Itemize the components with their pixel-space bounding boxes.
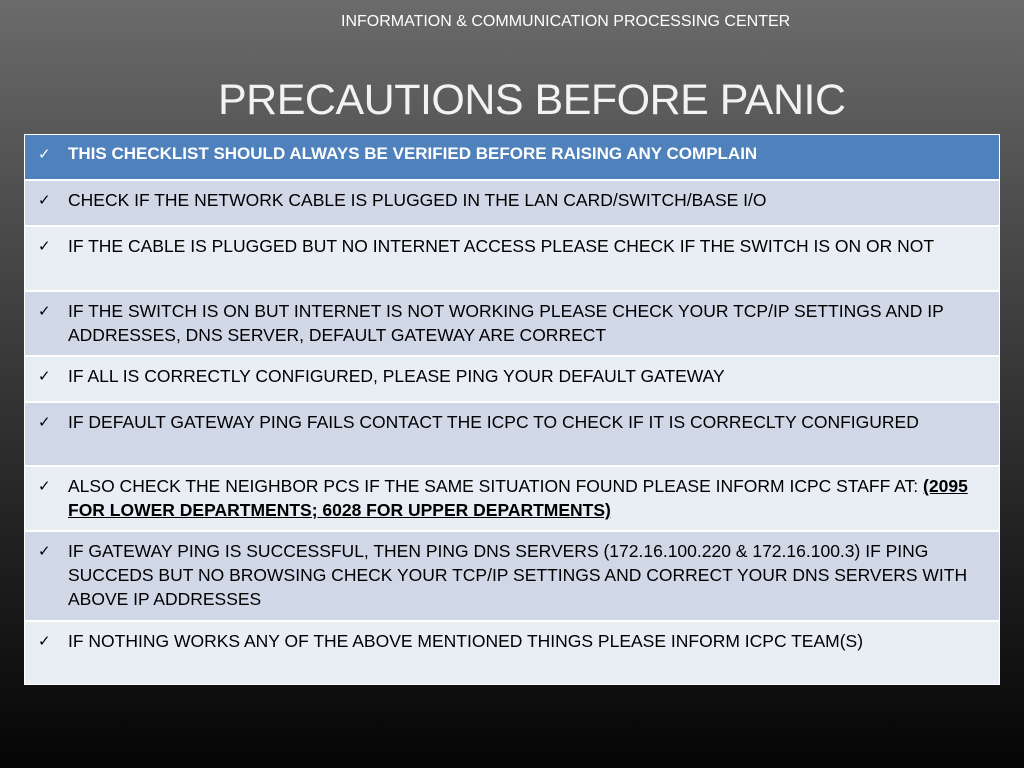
checklist-table — [24, 134, 1000, 685]
checklist-item — [25, 292, 999, 357]
checkmark-icon: ✓ — [38, 237, 51, 255]
checkmark-icon: ✓ — [38, 145, 51, 163]
checklist-item — [25, 227, 999, 292]
staff-contact-numbers: (2095 FOR LOWER DEPARTMENTS; 6028 FOR UPPER DEPARTMENTS) — [68, 476, 968, 520]
checklist-item-text: IF DEFAULT GATEWAY PING FAILS CONTACT THE ICPC TO CHECK IF IT IS CORRECLTY CONFIGURED — [68, 412, 919, 432]
checklist-item-text: IF GATEWAY PING IS SUCCESSFUL, THEN PING DNS SERVERS (172.16.100.220 & 172.16.100.3) IF PING SUCCEDS BUT NO BROWSING CHECK YOUR TCP/IP SETTINGS AND CORRECT YOUR DNS SERVERS WITH ABOVE IP ADDRESSES — [68, 541, 968, 609]
checklist-item-text: IF THE SWITCH IS ON BUT INTERNET IS NOT WORKING PLEASE CHECK YOUR TCP/IP SETTINGS AND IP ADDRESSES, DNS SERVER, DEFAULT GATEWAY ARE CORRECT — [68, 301, 944, 345]
checkmark-icon: ✓ — [38, 632, 51, 650]
checkmark-icon: ✓ — [38, 367, 51, 385]
checklist-header-text: THIS CHECKLIST SHOULD ALWAYS BE VERIFIED BEFORE RAISING ANY COMPLAIN — [68, 144, 758, 163]
checklist-item — [25, 467, 999, 532]
checklist-item — [25, 622, 999, 684]
checklist-item-text: ALSO CHECK THE NEIGHBOR PCS IF THE SAME SITUATION FOUND PLEASE INFORM ICPC STAFF AT: — [68, 476, 919, 496]
checklist-item — [25, 357, 999, 403]
checklist-item-text: IF NOTHING WORKS ANY OF THE ABOVE MENTIONED THINGS PLEASE INFORM ICPC TEAM(S) — [68, 631, 864, 651]
checklist-item — [25, 403, 999, 467]
checkmark-icon: ✓ — [38, 191, 51, 209]
checkmark-icon: ✓ — [38, 477, 51, 495]
checklist-header-row — [25, 135, 999, 181]
checklist-item-text: CHECK IF THE NETWORK CABLE IS PLUGGED IN THE LAN CARD/SWITCH/BASE I/O — [68, 190, 767, 210]
slide-title: PRECAUTIONS BEFORE PANIC — [218, 76, 846, 124]
checklist-item-text: IF THE CABLE IS PLUGGED BUT NO INTERNET ACCESS PLEASE CHECK IF THE SWITCH IS ON OR NOT — [68, 236, 935, 256]
checkmark-icon: ✓ — [38, 542, 51, 560]
org-header: INFORMATION & COMMUNICATION PROCESSING CENTER — [341, 13, 791, 30]
checkmark-icon: ✓ — [38, 413, 51, 431]
checklist-item — [25, 532, 999, 622]
checklist-item — [25, 181, 999, 227]
checklist-item-text: IF ALL IS CORRECTLY CONFIGURED, PLEASE PING YOUR DEFAULT GATEWAY — [68, 366, 725, 386]
checkmark-icon: ✓ — [38, 302, 51, 320]
